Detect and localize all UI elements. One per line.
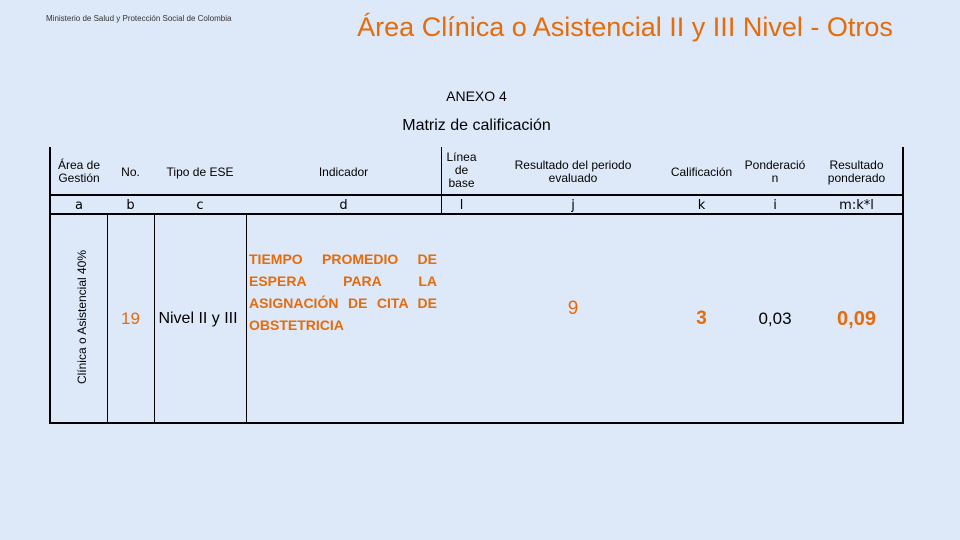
letter-ponderacion: i [773, 197, 777, 213]
letter-no: b [126, 197, 135, 213]
header-area: Área de Gestión [57, 158, 101, 185]
row-calificacion: 3 [696, 308, 707, 329]
row-no: 19 [121, 309, 140, 328]
matrix-title: Matriz de calificación [402, 117, 551, 134]
letter-resultado-ponderado: m:k*l [839, 197, 874, 213]
letter-indicador: d [339, 197, 348, 213]
anexo-label: ANEXO 4 [446, 88, 507, 104]
header-tipo: Tipo de ESE [166, 164, 234, 179]
column-divider [441, 147, 442, 213]
row-indicador: TIEMPO PROMEDIO DE ESPERA PARA LA ASIGNACIÓN DE CITA DE OBSTETRICIA [249, 251, 437, 333]
letter-resultado-periodo: j [571, 197, 575, 213]
letter-divider [51, 213, 902, 215]
letter-calificacion: k [697, 197, 706, 213]
header-calificacion: Calificación [670, 164, 733, 179]
header-no: No. [121, 164, 140, 179]
page-title: Área Clínica o Asistencial II y III Nivel - Otros [357, 12, 893, 42]
row-ponderacion: 0,03 [758, 309, 792, 328]
row-linea [441, 297, 482, 341]
letter-area: a [75, 197, 83, 213]
ministry-label: Ministerio de Salud y Protección Social de Colombia [46, 14, 232, 23]
area-cell [57, 217, 107, 417]
row-tipo: Nivel II y III [158, 310, 238, 327]
header-divider [51, 194, 902, 196]
header-linea: Línea de base [446, 150, 477, 190]
row-resultado-ponderado: 0,09 [837, 307, 876, 330]
row-resultado-periodo: 9 [567, 298, 579, 319]
header-resultado-ponderado: Resultado ponderado [827, 158, 886, 185]
rating-matrix-table [49, 147, 904, 424]
header-ponderacion: Ponderació n [744, 158, 806, 185]
header-indicador: Indicador [318, 164, 369, 179]
header-resultado-periodo: Resultado del periodo evaluado [514, 158, 632, 185]
area-label: Clínica o Asistencial 40% [75, 249, 90, 385]
letter-tipo: c [196, 197, 204, 213]
letter-linea: l [459, 197, 464, 213]
